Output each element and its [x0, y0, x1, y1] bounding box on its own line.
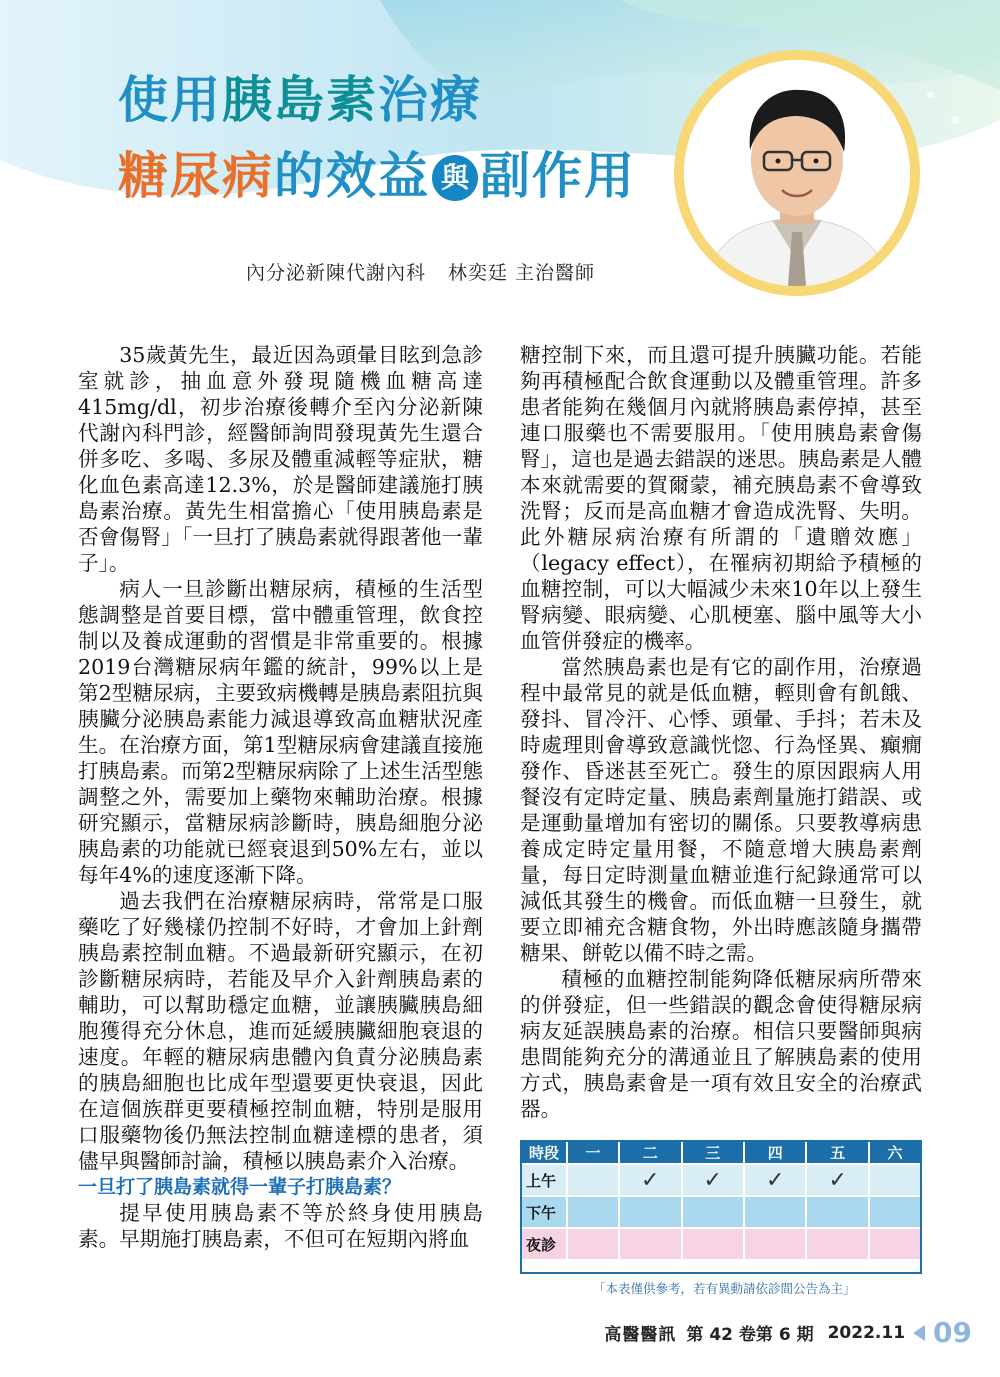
schedule-cell: ✓	[682, 1164, 744, 1196]
schedule-cell	[567, 1228, 619, 1260]
schedule-cell	[567, 1164, 619, 1196]
schedule-row-morning	[521, 1164, 921, 1196]
schedule-cell	[806, 1228, 868, 1260]
schedule-header-row	[521, 1141, 921, 1164]
article-title-line1	[118, 70, 482, 130]
schedule-cell	[744, 1196, 806, 1228]
schedule-corner: 時段	[521, 1141, 567, 1164]
journal-issue: 第 42 卷第 6 期	[686, 1325, 814, 1345]
schedule-cell	[619, 1228, 681, 1260]
journal-name: 高醫醫訊	[604, 1325, 677, 1345]
schedule-row-label: 夜診	[521, 1228, 567, 1260]
schedule-row-label: 上午	[521, 1164, 567, 1196]
schedule-row-evening	[521, 1228, 921, 1260]
paragraph: 提早使用胰島素不等於終身使用胰島素。早期施打胰島素，不但可在短期內將血	[78, 1201, 483, 1251]
paragraph: 35歲黃先生，最近因為頭暈目眩到急診室就診，抽血意外發現隨機血糖高達415mg/dl，初步治療後轉介至內分泌新陳代謝內科門診，經醫師詢問發現黃先生還合併多吃、多喝、多尿及體重減輕等症狀，糖化血色素高達12.3%，於是醫師建議施打胰島素治療。黃先生相當擔心「使用胰島素是否會傷腎」「一旦打了胰島素就得跟著他一輩子」。	[78, 343, 483, 575]
title-part: 治療	[378, 71, 482, 129]
journal-date: 2022.11	[827, 1322, 906, 1343]
schedule-cell	[682, 1228, 744, 1260]
doctor-portrait-frame	[674, 50, 920, 296]
arrow-left-icon	[913, 1325, 925, 1341]
schedule-cell	[806, 1196, 868, 1228]
schedule-cell	[567, 1196, 619, 1228]
schedule-day: 一	[567, 1141, 619, 1164]
clinic-schedule-table	[520, 1140, 922, 1261]
title-highlight: 糖尿病	[118, 147, 274, 205]
article-column-right	[520, 342, 922, 1122]
schedule-cell: ✓	[744, 1164, 806, 1196]
schedule-cell	[869, 1228, 921, 1260]
paragraph: 過去我們在治療糖尿病時，常常是口服藥吃了好幾樣仍控制不好時，才會加上針劑胰島素控制血糖。不過最新研究顯示，在初診斷糖尿病時，若能及早介入針劑胰島素的輔助，可以幫助穩定血糖，並讓胰臟胰島細胞獲得充分休息，進而延緩胰臟細胞衰退的速度。年輕的糖尿病患體內負責分泌胰島素的胰島細胞也比成年型還要更快衰退，因此在這個族群更要積極控制血糖，特別是服用口服藥物後仍無法控制血糖達標的患者，須儘早與醫師討論，積極以胰島素介入治療。	[78, 889, 483, 1173]
schedule-row-afternoon	[521, 1196, 921, 1228]
schedule-cell	[869, 1164, 921, 1196]
schedule-cell: ✓	[806, 1164, 868, 1196]
schedule-cell: ✓	[619, 1164, 681, 1196]
author-name: 林奕廷 主治醫師	[448, 262, 596, 284]
paragraph-continued: 糖控制下來，而且還可提升胰臟功能。若能夠再積極配合飲食運動以及體重管理。許多患者能夠在幾個月內就將胰島素停掉，甚至連口服藥也不需要服用。「使用胰島素會傷腎」，這也是過去錯誤的迷思。胰島素是人體本來就需要的賀爾蒙，補充胰島素不會導致洗腎；反而是高血糖才會造成洗腎、失明。此外糖尿病治療有所謂的「遺贈效應」（legacy effect），在罹病初期給予積極的血糖控制，可以大幅減少未來10年以上發生腎病變、眼病變、心肌梗塞、腦中風等大小血管併發症的機率。	[520, 343, 922, 653]
title-part: 使用	[118, 71, 222, 129]
schedule-day: 三	[682, 1141, 744, 1164]
article-column-left	[78, 342, 483, 1252]
schedule-day: 五	[806, 1141, 868, 1164]
schedule-cell	[619, 1196, 681, 1228]
title-badge: 與	[432, 155, 478, 201]
schedule-day: 六	[869, 1141, 921, 1164]
paragraph: 當然胰島素也是有它的副作用，治療過程中最常見的就是低血糖，輕則會有飢餓、發抖、冒冷汗、心悸、頭暈、手抖；若未及時處理則會導致意識恍惚、行為怪異、癲癇發作、昏迷甚至死亡。發生的原因跟病人用餐沒有定時定量、胰島素劑量施打錯誤、或是運動量增加有密切的關係。只要教導病患養成定時定量用餐，不隨意增大胰島素劑量，每日定時測量血糖並進行紀錄通常可以減低其發生的機會。而低血糖一旦發生，就要立即補充含糖食物，外出時應該隨身攜帶糖果、餅乾以備不時之需。	[520, 655, 922, 965]
author-line	[246, 258, 595, 285]
paragraph: 積極的血糖控制能夠降低糖尿病所帶來的併發症，但一些錯誤的觀念會使得糖尿病病友延誤胰島素的治療。相信只要醫師與病患間能夠充分的溝通並且了解胰島素的使用方式，胰島素會是一項有效且安全的治療武器。	[520, 967, 922, 1121]
schedule-cell	[869, 1196, 921, 1228]
paragraph: 病人一旦診斷出糖尿病，積極的生活型態調整是首要目標，當中體重管理，飲食控制以及養成運動的習慣是非常重要的。根據2019台灣糖尿病年鑑的統計，99%以上是第2型糖尿病，主要致病機轉是胰島素阻抗與胰臟分泌胰島素能力減退導致高血糖狀況產生。在治療方面，第1型糖尿病會建議直接施打胰島素。而第2型糖尿病除了上述生活型態調整之外，需要加上藥物來輔助治療。根據研究顯示，當糖尿病診斷時，胰島細胞分泌胰島素的功能就已經衰退到50%左右，並以每年4%的速度逐漸下降。	[78, 577, 483, 887]
section-heading: 一旦打了胰島素就得一輩子打胰島素？	[78, 1176, 402, 1198]
page-footer	[604, 1316, 972, 1349]
article-title-line2	[118, 146, 636, 206]
schedule-day: 二	[619, 1141, 681, 1164]
schedule-day: 四	[744, 1141, 806, 1164]
author-department: 內分泌新陳代謝內科	[246, 262, 427, 284]
title-highlight: 胰島素	[222, 71, 378, 129]
title-part: 的效益	[274, 147, 430, 205]
schedule-row-label: 下午	[521, 1196, 567, 1228]
doctor-portrait	[684, 60, 910, 286]
schedule-cell	[682, 1196, 744, 1228]
schedule-note: 「本表僅供參考，若有異動請依診間公告為主」	[593, 1281, 856, 1296]
title-part: 副作用	[480, 147, 636, 205]
schedule-cell	[744, 1228, 806, 1260]
page-number: 09	[933, 1316, 972, 1349]
